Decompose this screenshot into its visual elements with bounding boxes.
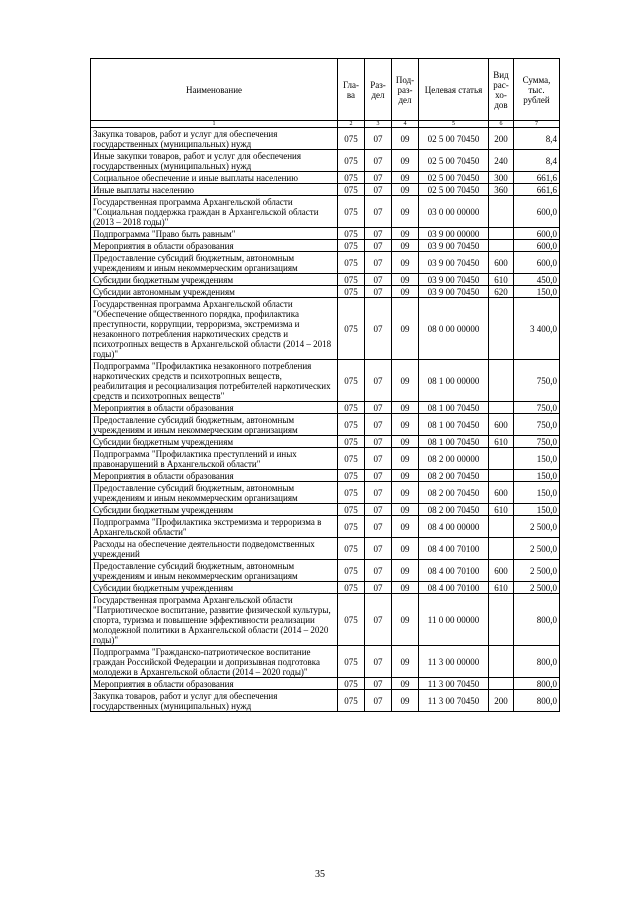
cell-name: Субсидии бюджетным учреждениям [91, 582, 338, 594]
cell-vid: 360 [489, 184, 514, 196]
cell-razdel: 07 [365, 470, 392, 482]
cell-summa: 750,0 [514, 436, 560, 448]
col-header-statya: Целевая статья [419, 59, 489, 121]
cell-name: Закупка товаров, работ и услуг для обеспечения государственных (муниципальных) нужд [91, 690, 338, 712]
cell-name: Субсидии бюджетным учреждениям [91, 436, 338, 448]
cell-glava: 075 [338, 128, 365, 150]
cell-podrazdel: 09 [392, 582, 419, 594]
cell-summa: 600,0 [514, 228, 560, 240]
cell-name: Подпрограмма "Гражданско-патриотическое воспитание граждан Российской Федерации и допризывная подготовка молодежи в Архангельской области (2014 – 2020 годы)" [91, 646, 338, 678]
cell-razdel: 07 [365, 196, 392, 228]
col-header-vid: Вид рас-хо-дов [489, 59, 514, 121]
cell-name: Мероприятия в области образования [91, 470, 338, 482]
cell-razdel: 07 [365, 504, 392, 516]
cell-glava: 075 [338, 402, 365, 414]
cell-razdel: 07 [365, 414, 392, 436]
cell-name: Государственная программа Архангельской области "Социальная поддержка граждан в Архангельской области (2013 – 2018 годы)" [91, 196, 338, 228]
cell-podrazdel: 09 [392, 184, 419, 196]
cell-name: Подпрограмма "Право быть равным" [91, 228, 338, 240]
cell-razdel: 07 [365, 646, 392, 678]
table-row [91, 436, 560, 448]
cell-name: Предоставление субсидий бюджетным, автономным учреждениям и иным некоммерческим организациям [91, 252, 338, 274]
table-row [91, 594, 560, 646]
cell-glava: 075 [338, 274, 365, 286]
cell-vid: 600 [489, 252, 514, 274]
cell-vid: 610 [489, 274, 514, 286]
cell-podrazdel: 09 [392, 402, 419, 414]
cell-summa: 150,0 [514, 504, 560, 516]
cell-vid [489, 240, 514, 252]
cell-name: Предоставление субсидий бюджетным, автономным учреждениям и иным некоммерческим организациям [91, 482, 338, 504]
cell-statya: 11 3 00 70450 [419, 678, 489, 690]
table-row [91, 252, 560, 274]
cell-name: Иные выплаты населению [91, 184, 338, 196]
table-row [91, 240, 560, 252]
table-row [91, 286, 560, 298]
cell-name: Закупка товаров, работ и услуг для обеспечения государственных (муниципальных) нужд [91, 128, 338, 150]
table-row [91, 172, 560, 184]
cell-summa: 800,0 [514, 594, 560, 646]
page-number: 35 [315, 869, 325, 880]
cell-podrazdel: 09 [392, 504, 419, 516]
cell-summa: 661,6 [514, 184, 560, 196]
table-row [91, 582, 560, 594]
cell-podrazdel: 09 [392, 690, 419, 712]
cell-name: Мероприятия в области образования [91, 678, 338, 690]
cell-statya: 03 9 00 70450 [419, 274, 489, 286]
cell-statya: 02 5 00 70450 [419, 184, 489, 196]
cell-razdel: 07 [365, 274, 392, 286]
cell-vid: 600 [489, 560, 514, 582]
cell-name: Подпрограмма "Профилактика экстремизма и терроризма в Архангельской области" [91, 516, 338, 538]
col-header-name: Наименование [91, 59, 338, 121]
table-row [91, 150, 560, 172]
table-row [91, 196, 560, 228]
cell-summa: 800,0 [514, 646, 560, 678]
cell-razdel: 07 [365, 582, 392, 594]
cell-glava: 075 [338, 448, 365, 470]
cell-statya: 03 9 00 70450 [419, 240, 489, 252]
cell-podrazdel: 09 [392, 516, 419, 538]
cell-name: Расходы на обеспечение деятельности подведомственных учреждений [91, 538, 338, 560]
cell-glava: 075 [338, 538, 365, 560]
col-number: 1 [91, 121, 338, 128]
cell-podrazdel: 09 [392, 594, 419, 646]
cell-summa: 661,6 [514, 172, 560, 184]
cell-vid [489, 516, 514, 538]
cell-glava: 075 [338, 470, 365, 482]
cell-glava: 075 [338, 646, 365, 678]
cell-name: Государственная программа Архангельской области "Обеспечение общественного порядка, профилактика преступности, коррупции, терроризма, экстремизма и незаконного потребления наркотических средств и психотропных веществ в Архангельской области (2014 – 2018 годы)" [91, 298, 338, 360]
cell-podrazdel: 09 [392, 436, 419, 448]
cell-vid [489, 228, 514, 240]
cell-podrazdel: 09 [392, 228, 419, 240]
cell-vid: 610 [489, 582, 514, 594]
cell-statya: 02 5 00 70450 [419, 172, 489, 184]
col-number: 3 [365, 121, 392, 128]
col-number: 4 [392, 121, 419, 128]
cell-name: Мероприятия в области образования [91, 402, 338, 414]
cell-name: Социальное обеспечение и иные выплаты населению [91, 172, 338, 184]
cell-glava: 075 [338, 298, 365, 360]
cell-razdel: 07 [365, 150, 392, 172]
cell-podrazdel: 09 [392, 240, 419, 252]
col-header-glava: Гла-ва [338, 59, 365, 121]
cell-glava: 075 [338, 414, 365, 436]
table-row [91, 228, 560, 240]
cell-summa: 600,0 [514, 196, 560, 228]
cell-razdel: 07 [365, 436, 392, 448]
cell-statya: 08 4 00 70100 [419, 538, 489, 560]
cell-vid [489, 538, 514, 560]
cell-vid [489, 196, 514, 228]
cell-statya: 08 0 00 00000 [419, 298, 489, 360]
cell-vid: 600 [489, 482, 514, 504]
cell-statya: 02 5 00 70450 [419, 150, 489, 172]
budget-table [90, 58, 560, 712]
col-number: 6 [489, 121, 514, 128]
cell-vid: 620 [489, 286, 514, 298]
cell-summa: 450,0 [514, 274, 560, 286]
cell-statya: 03 9 00 00000 [419, 228, 489, 240]
budget-table-sheet [90, 58, 559, 712]
cell-glava: 075 [338, 184, 365, 196]
cell-glava: 075 [338, 482, 365, 504]
cell-glava: 075 [338, 594, 365, 646]
col-header-summa: Сумма, тыс. рублей [514, 59, 560, 121]
cell-razdel: 07 [365, 128, 392, 150]
cell-razdel: 07 [365, 678, 392, 690]
cell-vid: 610 [489, 504, 514, 516]
cell-vid [489, 402, 514, 414]
cell-razdel: 07 [365, 516, 392, 538]
table-row [91, 184, 560, 196]
cell-statya: 08 2 00 70450 [419, 482, 489, 504]
cell-razdel: 07 [365, 538, 392, 560]
cell-podrazdel: 09 [392, 448, 419, 470]
cell-summa: 8,4 [514, 128, 560, 150]
cell-glava: 075 [338, 150, 365, 172]
cell-vid: 240 [489, 150, 514, 172]
table-row [91, 274, 560, 286]
cell-vid: 610 [489, 436, 514, 448]
cell-vid [489, 678, 514, 690]
table-row [91, 448, 560, 470]
cell-razdel: 07 [365, 184, 392, 196]
cell-statya: 08 2 00 70450 [419, 504, 489, 516]
cell-summa: 800,0 [514, 678, 560, 690]
cell-podrazdel: 09 [392, 678, 419, 690]
cell-statya: 11 3 00 70450 [419, 690, 489, 712]
cell-vid [489, 298, 514, 360]
cell-name: Подпрограмма "Профилактика преступлений и иных правонарушений в Архангельской области" [91, 448, 338, 470]
cell-razdel: 07 [365, 172, 392, 184]
table-row [91, 414, 560, 436]
table-row [91, 402, 560, 414]
cell-vid: 200 [489, 690, 514, 712]
cell-name: Предоставление субсидий бюджетным, автономным учреждениям и иным некоммерческим организациям [91, 560, 338, 582]
cell-podrazdel: 09 [392, 560, 419, 582]
cell-statya: 03 0 00 00000 [419, 196, 489, 228]
cell-podrazdel: 09 [392, 274, 419, 286]
cell-name: Подпрограмма "Профилактика незаконного потребления наркотических средств и психотропных веществ, реабилитация и ресоциализация потребителей наркотических средств и психотропных веществ" [91, 360, 338, 402]
table-row [91, 470, 560, 482]
cell-podrazdel: 09 [392, 298, 419, 360]
cell-vid: 300 [489, 172, 514, 184]
cell-summa: 8,4 [514, 150, 560, 172]
table-row [91, 482, 560, 504]
cell-summa: 3 400,0 [514, 298, 560, 360]
cell-vid: 200 [489, 128, 514, 150]
cell-summa: 750,0 [514, 414, 560, 436]
cell-glava: 075 [338, 560, 365, 582]
cell-podrazdel: 09 [392, 646, 419, 678]
cell-razdel: 07 [365, 286, 392, 298]
table-row [91, 128, 560, 150]
cell-statya: 08 4 00 00000 [419, 516, 489, 538]
cell-glava: 075 [338, 582, 365, 594]
cell-glava: 075 [338, 240, 365, 252]
cell-vid: 600 [489, 414, 514, 436]
table-row [91, 504, 560, 516]
cell-razdel: 07 [365, 690, 392, 712]
cell-statya: 08 1 00 70450 [419, 402, 489, 414]
cell-summa: 150,0 [514, 470, 560, 482]
cell-podrazdel: 09 [392, 172, 419, 184]
table-body [91, 128, 560, 712]
cell-statya: 02 5 00 70450 [419, 128, 489, 150]
cell-glava: 075 [338, 436, 365, 448]
cell-statya: 08 4 00 70100 [419, 560, 489, 582]
cell-glava: 075 [338, 196, 365, 228]
cell-razdel: 07 [365, 594, 392, 646]
cell-podrazdel: 09 [392, 150, 419, 172]
table-row [91, 360, 560, 402]
cell-summa: 150,0 [514, 448, 560, 470]
cell-vid [489, 448, 514, 470]
cell-statya: 08 1 00 70450 [419, 414, 489, 436]
cell-statya: 11 0 00 00000 [419, 594, 489, 646]
cell-name: Субсидии бюджетным учреждениям [91, 504, 338, 516]
cell-vid [489, 594, 514, 646]
cell-summa: 150,0 [514, 482, 560, 504]
cell-statya: 08 1 00 00000 [419, 360, 489, 402]
col-number: 7 [514, 121, 560, 128]
cell-statya: 08 2 00 70450 [419, 470, 489, 482]
cell-glava: 075 [338, 690, 365, 712]
cell-glava: 075 [338, 360, 365, 402]
cell-podrazdel: 09 [392, 470, 419, 482]
cell-name: Субсидии автономным учреждениям [91, 286, 338, 298]
table-row [91, 516, 560, 538]
cell-vid [489, 470, 514, 482]
cell-podrazdel: 09 [392, 196, 419, 228]
cell-razdel: 07 [365, 228, 392, 240]
cell-vid [489, 646, 514, 678]
table-row [91, 298, 560, 360]
table-row [91, 560, 560, 582]
cell-razdel: 07 [365, 402, 392, 414]
cell-name: Предоставление субсидий бюджетным, автономным учреждениям и иным некоммерческим организациям [91, 414, 338, 436]
col-number: 5 [419, 121, 489, 128]
cell-razdel: 07 [365, 298, 392, 360]
cell-summa: 2 500,0 [514, 516, 560, 538]
cell-glava: 075 [338, 252, 365, 274]
cell-razdel: 07 [365, 240, 392, 252]
cell-podrazdel: 09 [392, 360, 419, 402]
column-number-row [91, 121, 560, 128]
cell-podrazdel: 09 [392, 128, 419, 150]
cell-podrazdel: 09 [392, 538, 419, 560]
table-row [91, 690, 560, 712]
cell-name: Мероприятия в области образования [91, 240, 338, 252]
cell-razdel: 07 [365, 482, 392, 504]
cell-razdel: 07 [365, 252, 392, 274]
cell-name: Субсидии бюджетным учреждениям [91, 274, 338, 286]
cell-glava: 075 [338, 286, 365, 298]
cell-statya: 08 2 00 00000 [419, 448, 489, 470]
cell-vid [489, 360, 514, 402]
cell-razdel: 07 [365, 360, 392, 402]
cell-podrazdel: 09 [392, 414, 419, 436]
cell-glava: 075 [338, 678, 365, 690]
cell-statya: 08 1 00 70450 [419, 436, 489, 448]
cell-summa: 600,0 [514, 252, 560, 274]
cell-summa: 750,0 [514, 360, 560, 402]
cell-name: Иные закупки товаров, работ и услуг для обеспечения государственных (муниципальных) нужд [91, 150, 338, 172]
cell-summa: 600,0 [514, 240, 560, 252]
cell-summa: 750,0 [514, 402, 560, 414]
table-row [91, 646, 560, 678]
cell-razdel: 07 [365, 448, 392, 470]
cell-summa: 800,0 [514, 690, 560, 712]
cell-glava: 075 [338, 172, 365, 184]
cell-summa: 2 500,0 [514, 582, 560, 594]
col-header-razdel: Раз-дел [365, 59, 392, 121]
cell-summa: 2 500,0 [514, 538, 560, 560]
cell-name: Государственная программа Архангельской области "Патриотическое воспитание, развитие физической культуры, спорта, туризма и повышение эффективности реализации молодежной политики в Архангельской области (2014 – 2020 годы)" [91, 594, 338, 646]
col-header-podrazdel: Под-раз-дел [392, 59, 419, 121]
cell-razdel: 07 [365, 560, 392, 582]
cell-statya: 03 9 00 70450 [419, 286, 489, 298]
cell-glava: 075 [338, 516, 365, 538]
cell-summa: 2 500,0 [514, 560, 560, 582]
cell-podrazdel: 09 [392, 252, 419, 274]
cell-summa: 150,0 [514, 286, 560, 298]
cell-glava: 075 [338, 228, 365, 240]
col-number: 2 [338, 121, 365, 128]
cell-statya: 11 3 00 00000 [419, 646, 489, 678]
table-row [91, 538, 560, 560]
header-row [91, 59, 560, 121]
cell-statya: 03 9 00 70450 [419, 252, 489, 274]
cell-statya: 08 4 00 70100 [419, 582, 489, 594]
table-row [91, 678, 560, 690]
cell-podrazdel: 09 [392, 482, 419, 504]
cell-glava: 075 [338, 504, 365, 516]
cell-podrazdel: 09 [392, 286, 419, 298]
